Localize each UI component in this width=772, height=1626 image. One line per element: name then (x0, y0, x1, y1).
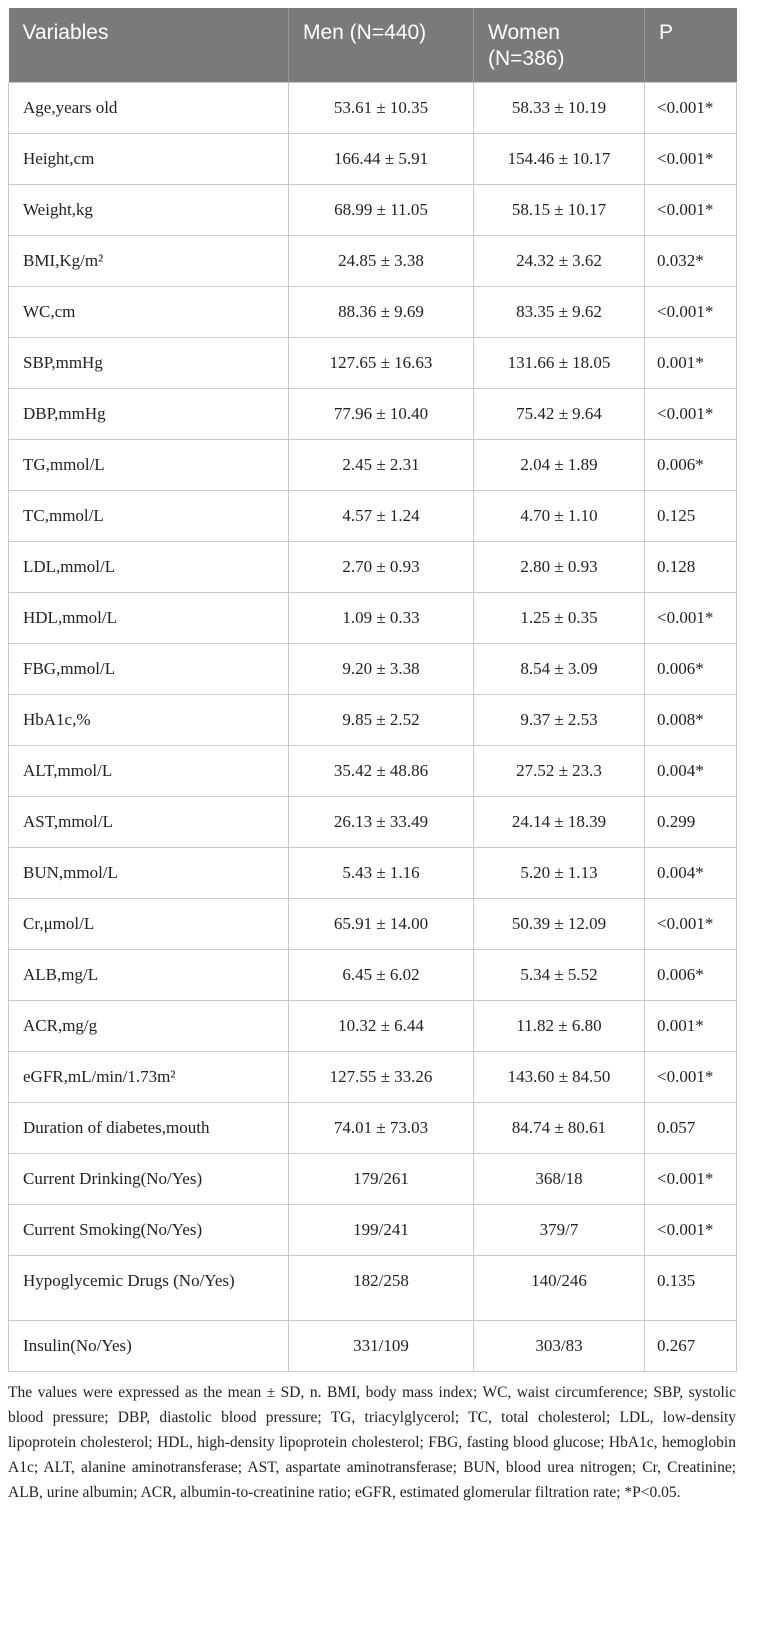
characteristics-table (8, 8, 737, 1372)
table-row (9, 1256, 737, 1321)
row-women-value: 75.42 ± 9.64 (474, 389, 645, 440)
row-men-value: 9.20 ± 3.38 (289, 644, 474, 695)
header-variables: Variables (9, 8, 289, 83)
table-row (9, 1154, 737, 1205)
row-variable: LDL,mmol/L (9, 542, 289, 593)
row-variable: Current Drinking(No/Yes) (9, 1154, 289, 1205)
row-women-value: 379/7 (474, 1205, 645, 1256)
row-men-value: 74.01 ± 73.03 (289, 1103, 474, 1154)
row-women-value: 11.82 ± 6.80 (474, 1001, 645, 1052)
table-body (9, 83, 737, 1372)
row-p-value: 0.057 (645, 1103, 737, 1154)
row-p-value: 0.135 (645, 1256, 737, 1321)
header-p: P (645, 8, 737, 83)
row-variable: eGFR,mL/min/1.73m² (9, 1052, 289, 1103)
table-row (9, 338, 737, 389)
table-row (9, 1052, 737, 1103)
row-men-value: 77.96 ± 10.40 (289, 389, 474, 440)
row-variable: Age,years old (9, 83, 289, 134)
row-variable: SBP,mmHg (9, 338, 289, 389)
row-variable: AST,mmol/L (9, 797, 289, 848)
row-p-value: <0.001* (645, 134, 737, 185)
row-women-value: 2.04 ± 1.89 (474, 440, 645, 491)
row-women-value: 140/246 (474, 1256, 645, 1321)
row-p-value: 0.001* (645, 338, 737, 389)
table-row (9, 185, 737, 236)
row-men-value: 10.32 ± 6.44 (289, 1001, 474, 1052)
table-row (9, 1001, 737, 1052)
row-p-value: 0.032* (645, 236, 737, 287)
row-p-value: 0.004* (645, 848, 737, 899)
row-p-value: <0.001* (645, 83, 737, 134)
table-row (9, 695, 737, 746)
row-women-value: 368/18 (474, 1154, 645, 1205)
row-men-value: 2.45 ± 2.31 (289, 440, 474, 491)
row-p-value: <0.001* (645, 185, 737, 236)
row-women-value: 5.20 ± 1.13 (474, 848, 645, 899)
row-p-value: 0.006* (645, 440, 737, 491)
row-p-value: 0.004* (645, 746, 737, 797)
row-men-value: 127.55 ± 33.26 (289, 1052, 474, 1103)
table-row (9, 848, 737, 899)
table-row (9, 83, 737, 134)
row-p-value: <0.001* (645, 287, 737, 338)
row-men-value: 331/109 (289, 1321, 474, 1372)
row-p-value: 0.001* (645, 1001, 737, 1052)
row-men-value: 182/258 (289, 1256, 474, 1321)
table-row (9, 950, 737, 1001)
row-women-value: 24.14 ± 18.39 (474, 797, 645, 848)
row-men-value: 24.85 ± 3.38 (289, 236, 474, 287)
row-women-value: 9.37 ± 2.53 (474, 695, 645, 746)
row-men-value: 166.44 ± 5.91 (289, 134, 474, 185)
row-men-value: 26.13 ± 33.49 (289, 797, 474, 848)
table-row (9, 491, 737, 542)
row-variable: FBG,mmol/L (9, 644, 289, 695)
row-variable: Duration of diabetes,mouth (9, 1103, 289, 1154)
header-men: Men (N=440) (289, 8, 474, 83)
row-men-value: 4.57 ± 1.24 (289, 491, 474, 542)
row-variable: TC,mmol/L (9, 491, 289, 542)
header-row (9, 8, 737, 83)
row-variable: Height,cm (9, 134, 289, 185)
row-women-value: 8.54 ± 3.09 (474, 644, 645, 695)
table-row (9, 389, 737, 440)
row-variable: ACR,mg/g (9, 1001, 289, 1052)
row-men-value: 53.61 ± 10.35 (289, 83, 474, 134)
table-row (9, 644, 737, 695)
row-variable: Current Smoking(No/Yes) (9, 1205, 289, 1256)
row-men-value: 199/241 (289, 1205, 474, 1256)
row-women-value: 4.70 ± 1.10 (474, 491, 645, 542)
row-variable: Cr,μmol/L (9, 899, 289, 950)
row-variable: HbA1c,% (9, 695, 289, 746)
row-variable: WC,cm (9, 287, 289, 338)
row-women-value: 50.39 ± 12.09 (474, 899, 645, 950)
row-p-value: 0.006* (645, 644, 737, 695)
row-men-value: 88.36 ± 9.69 (289, 287, 474, 338)
row-women-value: 83.35 ± 9.62 (474, 287, 645, 338)
row-p-value: 0.125 (645, 491, 737, 542)
row-men-value: 9.85 ± 2.52 (289, 695, 474, 746)
row-variable: TG,mmol/L (9, 440, 289, 491)
row-men-value: 35.42 ± 48.86 (289, 746, 474, 797)
table-row (9, 440, 737, 491)
row-variable: BUN,mmol/L (9, 848, 289, 899)
row-variable: Weight,kg (9, 185, 289, 236)
row-men-value: 1.09 ± 0.33 (289, 593, 474, 644)
row-women-value: 1.25 ± 0.35 (474, 593, 645, 644)
table-row (9, 1103, 737, 1154)
row-women-value: 24.32 ± 3.62 (474, 236, 645, 287)
table-row (9, 746, 737, 797)
table-row (9, 287, 737, 338)
row-men-value: 68.99 ± 11.05 (289, 185, 474, 236)
table-header (9, 8, 737, 83)
row-men-value: 6.45 ± 6.02 (289, 950, 474, 1001)
row-variable: HDL,mmol/L (9, 593, 289, 644)
row-women-value: 143.60 ± 84.50 (474, 1052, 645, 1103)
row-p-value: <0.001* (645, 593, 737, 644)
table-row (9, 797, 737, 848)
row-p-value: 0.267 (645, 1321, 737, 1372)
row-women-value: 84.74 ± 80.61 (474, 1103, 645, 1154)
row-variable: DBP,mmHg (9, 389, 289, 440)
row-men-value: 127.65 ± 16.63 (289, 338, 474, 389)
row-women-value: 2.80 ± 0.93 (474, 542, 645, 593)
row-p-value: <0.001* (645, 899, 737, 950)
row-women-value: 58.33 ± 10.19 (474, 83, 645, 134)
row-p-value: 0.008* (645, 695, 737, 746)
row-women-value: 154.46 ± 10.17 (474, 134, 645, 185)
row-variable: Hypoglycemic Drugs (No/Yes) (9, 1256, 289, 1321)
row-p-value: <0.001* (645, 1154, 737, 1205)
row-men-value: 5.43 ± 1.16 (289, 848, 474, 899)
row-men-value: 2.70 ± 0.93 (289, 542, 474, 593)
row-women-value: 303/83 (474, 1321, 645, 1372)
row-p-value: 0.006* (645, 950, 737, 1001)
row-p-value: <0.001* (645, 1052, 737, 1103)
header-women: Women (N=386) (474, 8, 645, 83)
table-row (9, 236, 737, 287)
row-p-value: <0.001* (645, 1205, 737, 1256)
row-variable: ALT,mmol/L (9, 746, 289, 797)
row-women-value: 5.34 ± 5.52 (474, 950, 645, 1001)
table-container (8, 8, 736, 1372)
table-row (9, 899, 737, 950)
row-variable: Insulin(No/Yes) (9, 1321, 289, 1372)
table-row (9, 593, 737, 644)
row-variable: ALB,mg/L (9, 950, 289, 1001)
table-row (9, 542, 737, 593)
row-p-value: <0.001* (645, 389, 737, 440)
table-row (9, 1205, 737, 1256)
table-footnote: The values were expressed as the mean ± SD, n. BMI, body mass index; WC, waist circumference; SBP, systolic blood pressure; DBP, diastolic blood pressure; TG, triacylglycerol; TC, total cholesterol; LDL, low-density lipoprotein cholesterol; HDL, high-density lipoprotein cholesterol; FBG, fasting blood glucose; HbA1c, hemoglobin A1c; ALT, alanine aminotransferase; AST, aspartate aminotransferase; BUN, blood urea nitrogen; Cr, Creatinine; ALB, urine albumin; ACR, albumin-to-creatinine ratio; eGFR, estimated glomerular filtration rate; *P<0.05. (8, 1384, 736, 1501)
row-p-value: 0.128 (645, 542, 737, 593)
table-row (9, 134, 737, 185)
row-women-value: 58.15 ± 10.17 (474, 185, 645, 236)
row-variable: BMI,Kg/m² (9, 236, 289, 287)
row-men-value: 179/261 (289, 1154, 474, 1205)
table-row (9, 1321, 737, 1372)
row-women-value: 131.66 ± 18.05 (474, 338, 645, 389)
row-women-value: 27.52 ± 23.3 (474, 746, 645, 797)
row-men-value: 65.91 ± 14.00 (289, 899, 474, 950)
row-p-value: 0.299 (645, 797, 737, 848)
